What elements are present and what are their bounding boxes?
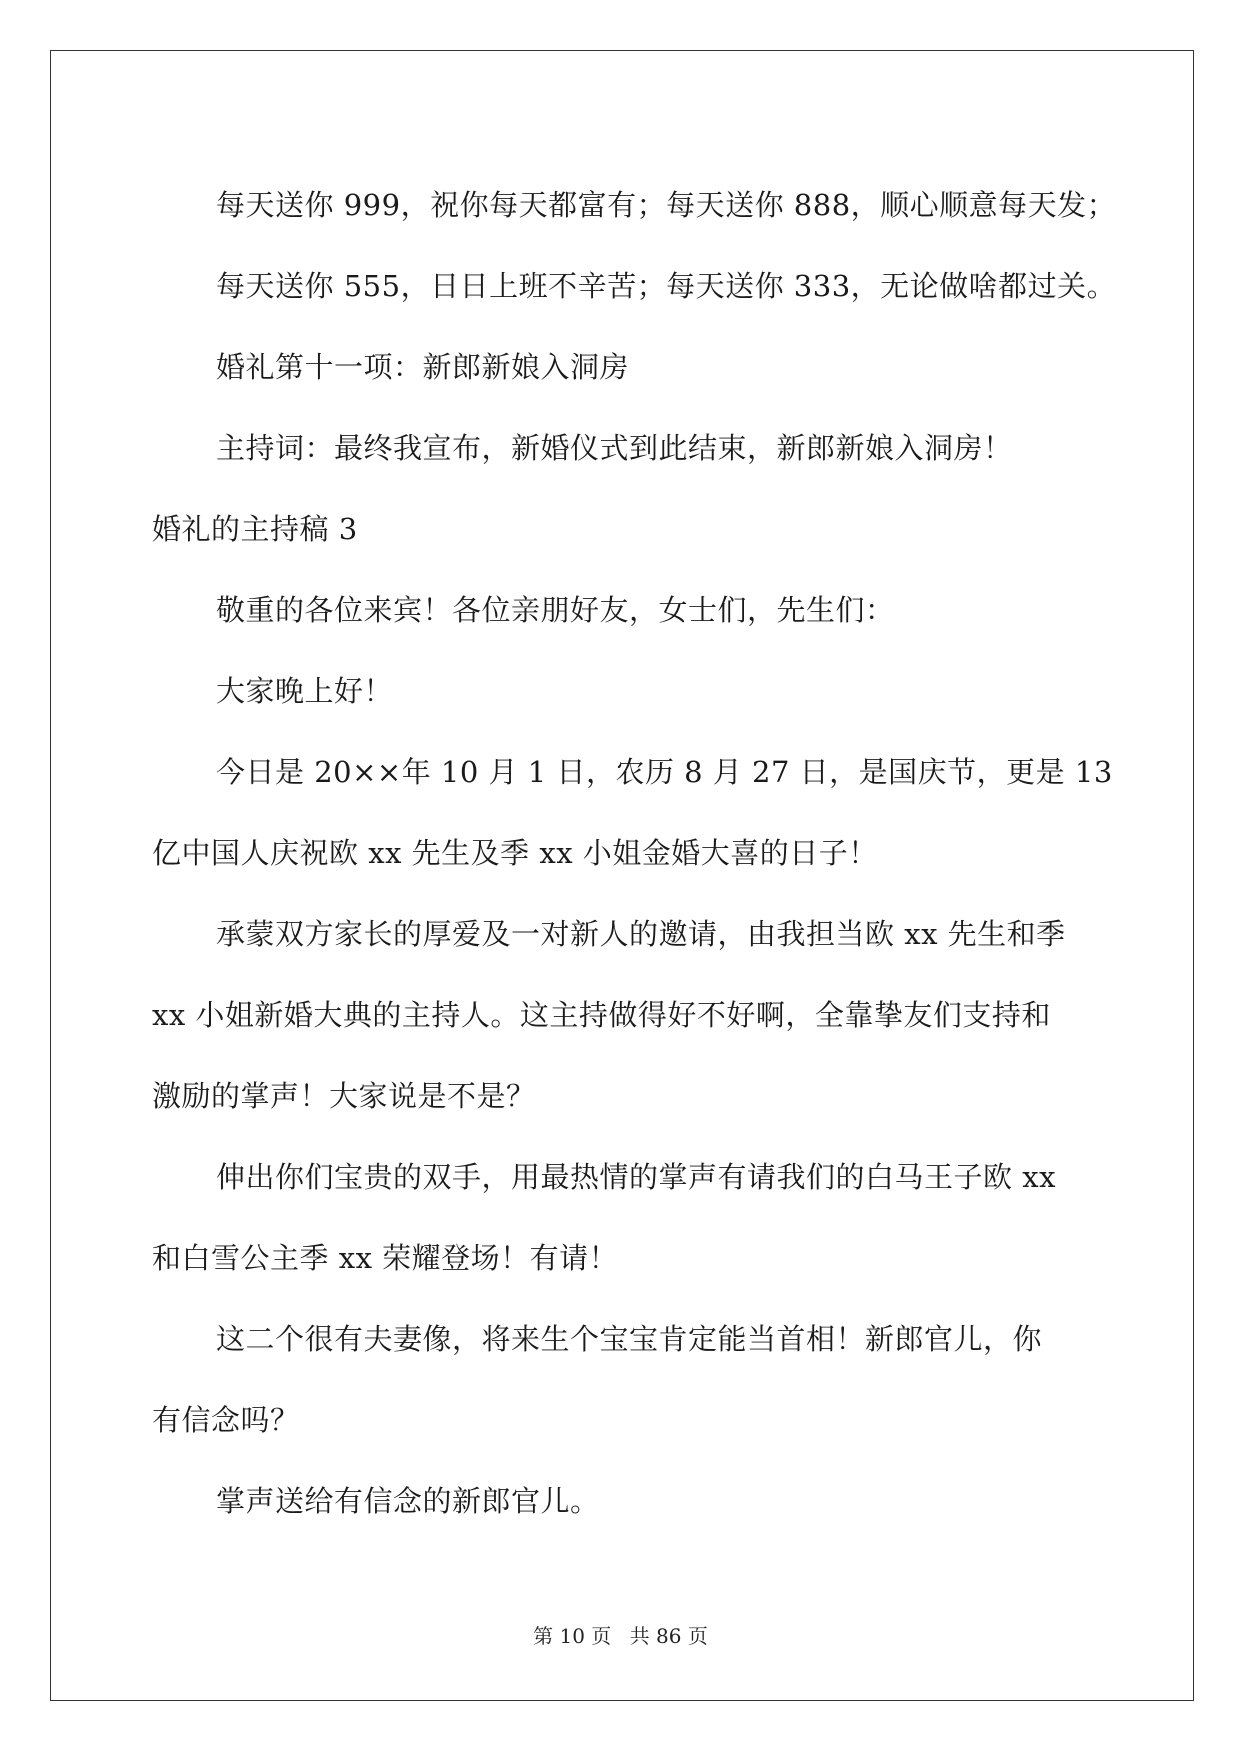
paragraph-line: 有信念吗？ [152, 1403, 300, 1437]
paragraph-line: 今日是 20××年 10 月 1 日，农历 8 月 27 日，是国庆节，更是 13 [216, 755, 1113, 789]
page-total: 共 86 页 [629, 1624, 708, 1648]
paragraph-line: 伸出你们宝贵的双手，用最热情的掌声有请我们的白马王子欧 xx [216, 1160, 1056, 1194]
paragraph-line: 激励的掌声！大家说是不是？ [152, 1079, 536, 1113]
paragraph-line: 承蒙双方家长的厚爱及一对新人的邀请，由我担当欧 xx 先生和季 [216, 917, 1066, 951]
section-heading: 婚礼的主持稿 3 [152, 512, 358, 546]
paragraph-line: 敬重的各位来宾！各位亲朋好友，女士们，先生们： [216, 593, 895, 627]
paragraph-line: 婚礼第十一项：新郎新娘入洞房 [216, 350, 630, 384]
page-footer [0, 1620, 1241, 1649]
page-number: 第 10 页 [533, 1624, 612, 1648]
paragraph-line: 这二个很有夫妻像，将来生个宝宝肯定能当首相！新郎官儿，你 [216, 1322, 1043, 1356]
paragraph-line: 主持词：最终我宣布，新婚仪式到此结束，新郎新娘入洞房！ [216, 431, 1013, 465]
paragraph-line: 每天送你 555，日日上班不辛苦；每天送你 333，无论做啥都过关。 [216, 269, 1117, 303]
paragraph-line: 大家晚上好！ [216, 674, 394, 708]
paragraph-line: 掌声送给有信念的新郎官儿。 [216, 1484, 600, 1518]
paragraph-line: 和白雪公主季 xx 荣耀登场！有请！ [152, 1241, 619, 1275]
document-body [152, 165, 1117, 1542]
paragraph-line: xx 小姐新婚大典的主持人。这主持做得好不好啊，全靠挚友们支持和 [152, 998, 1051, 1032]
paragraph-line: 亿中国人庆祝欧 xx 先生及季 xx 小姐金婚大喜的日子！ [152, 836, 878, 870]
paragraph-line: 每天送你 999，祝你每天都富有；每天送你 888，顺心顺意每天发； [216, 188, 1117, 222]
